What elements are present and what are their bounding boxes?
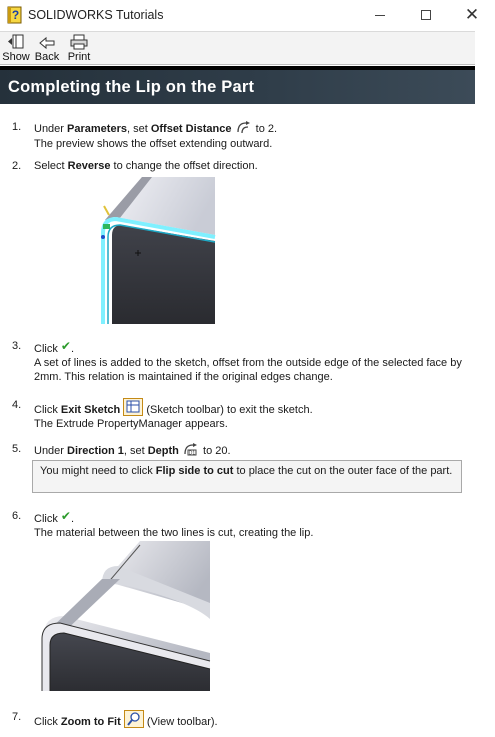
step-1-text: Under Parameters, set Offset Distance to 2.: [34, 120, 277, 139]
tip-note: You might need to click Flip side to cut to place the cut on the outer face of the part.: [32, 460, 462, 493]
offset-preview-image: [100, 175, 215, 324]
close-button[interactable]: [449, 2, 495, 28]
print-button[interactable]: Print: [65, 33, 93, 65]
step-5-text: Under Direction 1, set Depth D1 to 20.: [34, 442, 231, 461]
step-1-result: The preview shows the offset extending outward.: [34, 138, 273, 150]
step-4-text: Click Exit Sketch (Sketch toolbar) to exit the sketch.: [34, 398, 313, 420]
back-button[interactable]: Back: [32, 33, 62, 65]
step-3-result: A set of lines is added to the sketch, offset from the outside edge of the selected face by 2mm. This relation is maintained if the original edges change.: [34, 357, 462, 383]
step-4-result: The Extrude PropertyManager appears.: [34, 418, 228, 430]
topic-header: [0, 70, 475, 104]
step-6-text: Click ✔.: [34, 509, 75, 525]
svg-text:D1: D1: [188, 450, 196, 457]
checkmark-icon: ✔: [60, 509, 71, 523]
window-title: SOLIDWORKS Tutorials: [28, 8, 164, 22]
step-number: 3.: [12, 340, 22, 352]
step-number: 7.: [12, 711, 22, 723]
back-arrow-icon: [32, 33, 62, 50]
help-toolbar: [0, 31, 475, 65]
depth-icon: [182, 442, 200, 461]
checkmark-icon: ✔: [60, 339, 71, 353]
title-bar: [0, 0, 480, 31]
step-number: 6.: [12, 510, 22, 522]
minimize-button[interactable]: [357, 2, 403, 28]
step-number: 5.: [12, 443, 22, 455]
step-number: 4.: [12, 399, 22, 411]
step-number: 2.: [12, 160, 22, 172]
zoom-to-fit-icon: [124, 710, 144, 732]
svg-text:?: ?: [11, 8, 20, 22]
page-title: Completing the Lip on the Part: [8, 78, 255, 96]
step-2-text: Select Reverse to change the offset direction.: [34, 160, 258, 172]
maximize-button[interactable]: [403, 2, 449, 28]
step-7-text: Click Zoom to Fit (View toolbar).: [34, 710, 218, 732]
topic-content: [0, 104, 475, 737]
step-6-result: The material between the two lines is cut, creating the lip.: [34, 527, 314, 539]
step-3-text: Click ✔.: [34, 339, 75, 355]
show-panel-icon: [1, 33, 31, 50]
step-number: 1.: [12, 121, 22, 133]
close-icon: ✕: [464, 4, 480, 25]
help-book-icon: [6, 6, 24, 24]
show-button[interactable]: Show: [1, 33, 31, 65]
printer-icon: [65, 33, 93, 50]
lip-result-image: [40, 541, 210, 691]
